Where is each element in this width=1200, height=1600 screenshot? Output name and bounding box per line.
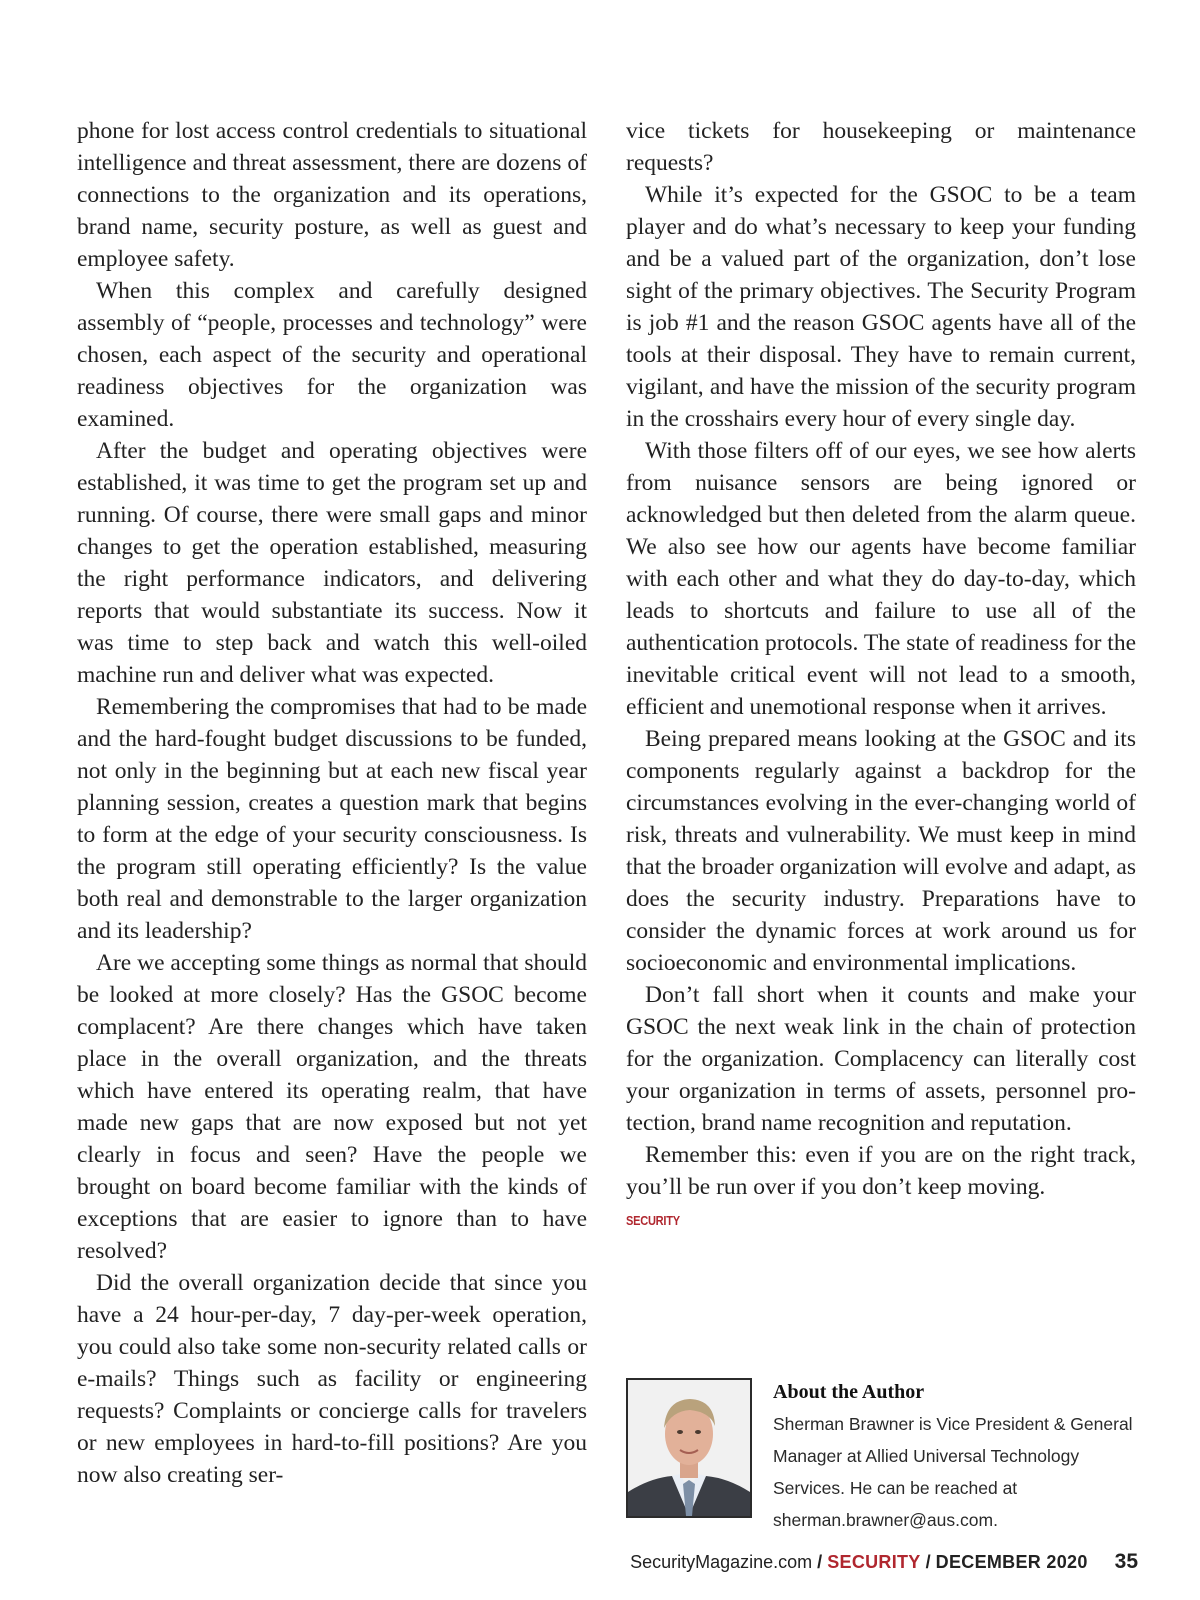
article-column-right [626,115,1136,1230]
footer-issue-date: DECEMBER 2020 [935,1552,1088,1572]
footer-brand: SECURITY [827,1552,921,1572]
article-paragraph: Remembering the compromises that had to be made and the hard-fought budget discussions to be funded, not only in the beginning but at each new fiscal year planning session, creates a question mark that begins to form at the edge of your security consciousness. Is the program still operating efficiently? Is the value both real and demonstrable to the larger organization and its leadership? [77,694,587,944]
footer-site: SecurityMagazine.com [630,1552,813,1572]
article-paragraph: Remember this: even if you are on the right track, you’ll be run over if you don’t keep moving. [626,1142,1136,1200]
article-column-left [77,115,587,1491]
page-footer [630,1550,1138,1574]
article-paragraph: Don’t fall short when it counts and make your GSOC the next weak link in the chain of protection for the organization. Complacency can literally cost your organization in terms of assets, personnel protection, brand name recognition and reputation. [626,982,1136,1136]
author-bio: Sherman Brawner is Vice President & General Manager at Allied Universal Technology Services. He can be reached at sherman.brawner@aus.com. [773,1414,1133,1530]
article-paragraph: Being prepared means looking at the GSOC and its components regularly against a backdrop for the circumstances evolving in the ever-changing world of risk, threats and vulnerability. We must keep in mind that the broader organization will evolve and adapt, as does the security industry. Preparations have to consider the dynamic forces at work around us for socioeconomic and environmental implications. [626,726,1136,976]
footer-separator: / [925,1552,931,1572]
article-paragraph: While it’s expected for the GSOC to be a team player and do what’s necessary to keep your funding and be a valued part of the organization, don’t lose sight of the primary objectives. The Security Program is job #1 and the reason GSOC agents have all of the tools at their disposal. They have to remain current, vigilant, and have the mission of the security program in the crosshairs every hour of every single day. [626,182,1136,432]
article-paragraph: After the budget and operating objectives were established, it was time to get the program set up and running. Of course, there were small gaps and minor changes to get the operation established, measuring the right performance indicators, and delivering reports that would substantiate its success. Now it was time to step back and watch this well-oiled machine run and deliver what was expected. [77,438,587,688]
article-end-mark: SECURITY [626,1213,680,1228]
author-heading: About the Author [773,1381,925,1403]
article-paragraph: vice tickets for housekeeping or maintenance requests? [626,118,1136,176]
article-paragraph: Did the overall organization decide that since you have a 24 hour-per-day, 7 day-per-week operation, you could also take some non-security related calls or e-mails? Things such as facility or engineering requests? Complaints or concierge calls for travelers or new employees in hard-to-fill positions? Are you now also creating ser- [77,1270,587,1488]
author-text [773,1378,1143,1536]
footer-separator: / [817,1552,823,1572]
article-paragraph: Are we accepting some things as normal that should be looked at more closely? Has the GSOC become complacent? Are there changes which have taken place in the overall organization, and the threats which have entered its operating realm, that have made new gaps that are now exposed but not yet clearly in focus and seen? Have the people we brought on board become familiar with the kinds of exceptions that are easier to ignore than to have resolved? [77,950,587,1264]
author-photo [626,1378,752,1518]
article-paragraph: With those filters off of our eyes, we see how alerts from nuisance sensors are being ignored or acknowledged but then deleted from the alarm queue. We also see how our agents have become familiar with each other and what they do day-to-day, which leads to shortcuts and failure to use all of the authentication protocols. The state of readiness for the inevitable critical event will not lead to a smooth, efficient and unemotional response when it arrives. [626,438,1136,720]
page-number: 35 [1114,1550,1138,1573]
article-paragraph: When this complex and carefully designed assembly of “people, processes and technology” were chosen, each aspect of the security and operational readiness objectives for the organization was examined. [77,278,587,432]
article-paragraph: phone for lost access control credentials to situational intelligence and threat assessment, there are dozens of connections to the organization and its operations, brand name, security posture, as well as guest and employee safety. [77,118,587,272]
about-the-author-box [626,1378,1136,1530]
